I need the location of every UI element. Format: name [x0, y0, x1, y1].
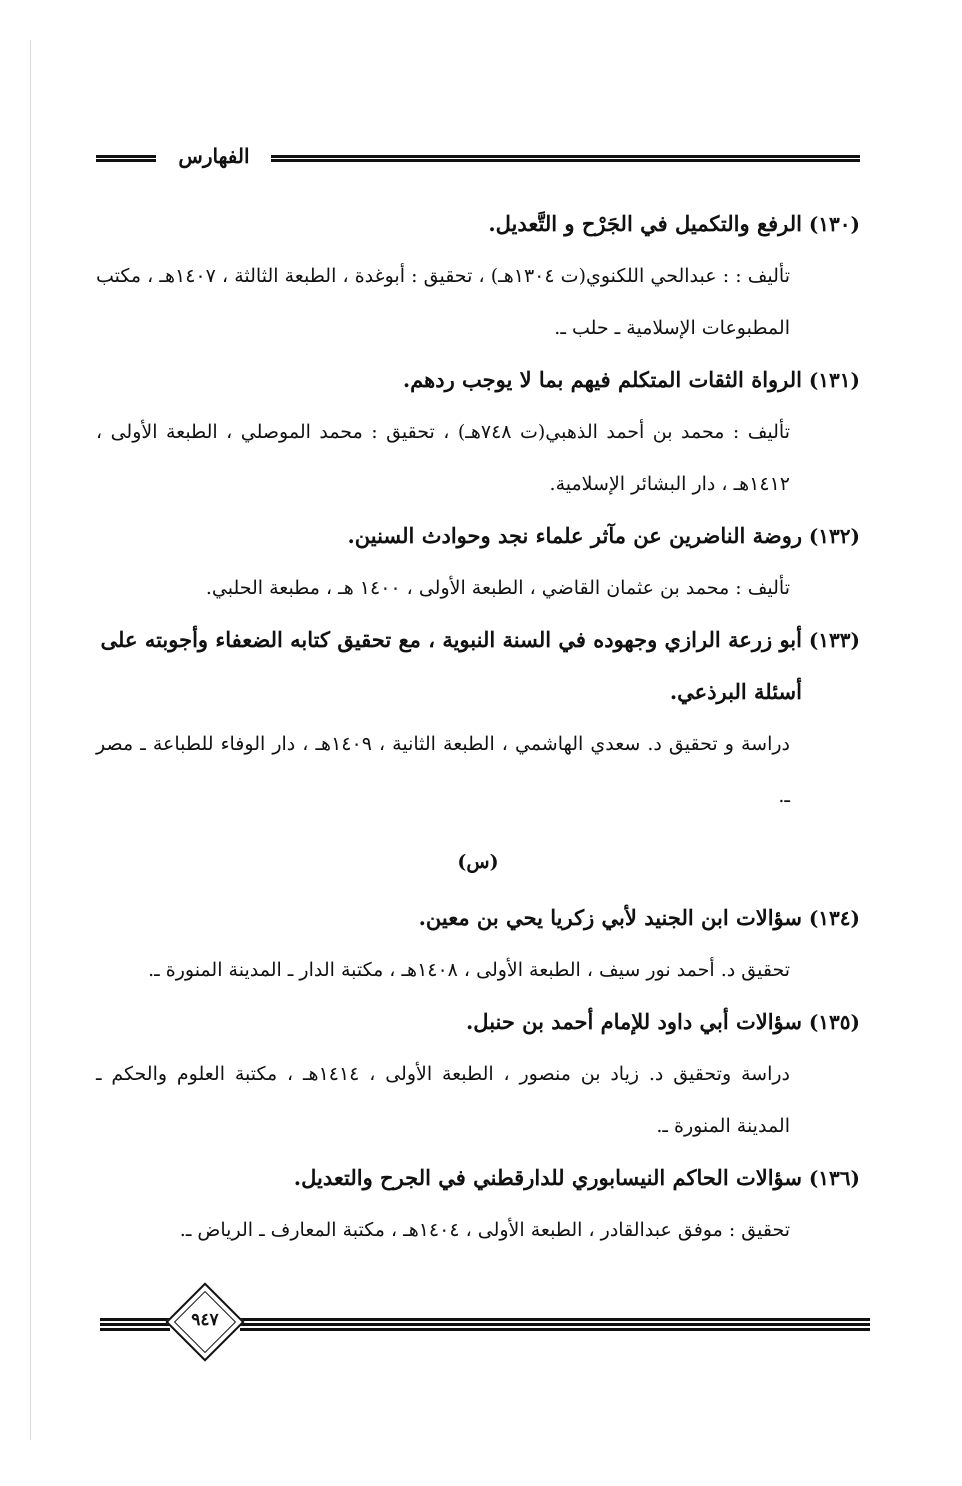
bibliography-entry-134 — [96, 892, 860, 996]
section-letter-heading: (س) — [457, 851, 499, 873]
entry-number: (١٣٣) — [808, 628, 860, 652]
bibliography-entry-135 — [96, 996, 860, 1152]
footer-rule-right — [240, 1318, 870, 1334]
bibliography-entry-130 — [96, 198, 860, 354]
entry-number: (١٣٤) — [808, 906, 860, 930]
bibliography-entry-131 — [96, 354, 860, 510]
entry-details: دراسة وتحقيق د. زياد بن منصور ، الطبعة الأولى ، ١٤١٤هـ ، مكتبة العلوم والحكم ـ المدينة المنورة ـ. — [96, 1063, 790, 1137]
entry-title: الرفع والتكميل في الجَرْح و التَّعديل. — [488, 211, 802, 236]
entry-details: تأليف : : عبدالحي اللكنوي(ت ١٣٠٤هـ) ، تحقيق : أبوغدة ، الطبعة الثالثة ، ١٤٠٧هـ ، مكتب المطبوعات الإسلامية ـ حلب ـ. — [96, 265, 790, 339]
entry-number: (١٣١) — [808, 368, 860, 392]
bibliography-entry-133 — [96, 614, 860, 822]
entry-details: تحقيق د. أحمد نور سيف ، الطبعة الأولى ، ١٤٠٨هـ ، مكتبة الدار ـ المدينة المنورة ـ. — [148, 959, 790, 981]
page-content — [96, 198, 860, 1256]
entry-title: الرواة الثقات المتكلم فيهم بما لا يوجب ردهم. — [402, 367, 802, 392]
header-rule-left — [96, 155, 156, 166]
entry-number: (١٣٢) — [808, 524, 860, 548]
bibliography-entry-132 — [96, 510, 860, 614]
page-header — [96, 144, 860, 172]
entry-number: (١٣٥) — [808, 1010, 860, 1034]
entry-title: سؤالات أبي داود للإمام أحمد بن حنبل. — [465, 1009, 802, 1034]
header-title: الفهارس — [178, 144, 250, 168]
page-footer — [100, 1296, 870, 1366]
entry-details: تأليف : محمد بن عثمان القاضي ، الطبعة الأولى ، ١٤٠٠ هـ ، مطبعة الحلبي. — [205, 577, 790, 599]
entry-title: سؤالات ابن الجنيد لأبي زكريا يحي بن معين. — [418, 905, 802, 930]
entry-details: دراسة و تحقيق د. سعدي الهاشمي ، الطبعة الثانية ، ١٤٠٩هـ ، دار الوفاء للطباعة ـ مصر ـ. — [96, 733, 790, 807]
footer-rule-left — [100, 1318, 170, 1334]
entry-title: روضة الناضرين عن مآثر علماء نجد وحوادث السنين. — [347, 523, 802, 548]
entry-details: تحقيق : موفق عبدالقادر ، الطبعة الأولى ، ١٤٠٤هـ ، مكتبة المعارف ـ الرياض ـ. — [179, 1219, 790, 1241]
entry-title: سؤالات الحاكم النيسابوري للدارقطني في الجرح والتعديل. — [293, 1165, 802, 1190]
entry-number: (١٣٦) — [808, 1166, 860, 1190]
entry-number: (١٣٠) — [808, 212, 860, 236]
bibliography-entry-136 — [96, 1152, 860, 1256]
header-rule-right — [271, 155, 860, 166]
page-number: ٩٤٧ — [191, 1310, 219, 1330]
entry-title: أبو زرعة الرازي وجهوده في السنة النبوية ، مع تحقيق كتابه الضعفاء وأجوبته على أسئلة البرذعي. — [100, 627, 802, 704]
entry-details: تأليف : محمد بن أحمد الذهبي(ت ٧٤٨هـ) ، تحقيق : محمد الموصلي ، الطبعة الأولى ، ١٤١٢هـ ، دار البشائر الإسلامية. — [96, 421, 790, 495]
page-gutter-line — [30, 40, 31, 1440]
